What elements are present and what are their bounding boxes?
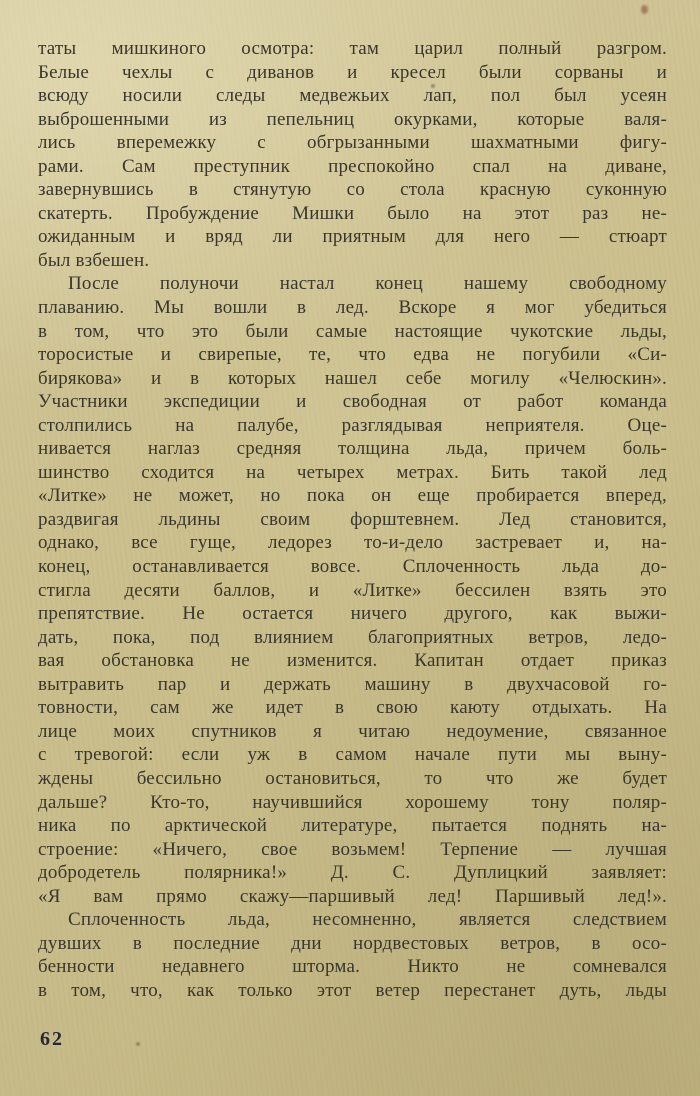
- text-line: шинство сходится на четырех метрах. Бить такой лед: [38, 461, 667, 483]
- text-line: Сплоченность льда, несомненно, является следствием: [68, 909, 667, 931]
- text-line: в том, что, как только этот ветер перестанет дуть, льды: [38, 979, 667, 1001]
- text-line: ждены бессильно остановиться, то что же будет: [38, 767, 667, 789]
- text-line: однако, все гуще, ледорез то-и-дело застревает и, на-: [38, 532, 667, 554]
- text-line: Участники экспедиции и свободная от работ команда: [38, 391, 667, 413]
- page-number: 62: [40, 1028, 64, 1050]
- text-line: добродетель полярника!» Д. С. Дуплицкий заявляет:: [38, 862, 667, 884]
- text-line: ника по арктической литературе, пытается поднять на-: [38, 815, 667, 837]
- text-line: вая обстановка не изменится. Капитан отдает приказ: [38, 650, 667, 672]
- paper-speck: [300, 70, 310, 76]
- text-line: бирякова» и в которых нашел себе могилу «Челюскин».: [38, 367, 667, 389]
- text-line: был взбешен.: [38, 249, 150, 271]
- text-line: торосистые и свирепые, те, что едва не погубили «Си-: [38, 344, 667, 366]
- text-line: выброшенными из пепельниц окурками, которые валя-: [38, 108, 667, 130]
- text-line: строение: «Ничего, свое возьмем! Терпение — лучшая: [38, 838, 667, 860]
- text-line: дать, пока, под влиянием благоприятных ветров, ледо-: [38, 626, 667, 648]
- text-line: вытравить пар и держать машину в двухчасовой го-: [38, 673, 667, 695]
- paper-speck: [431, 84, 435, 88]
- text-line: дальше? Кто-то, научившийся хорошему тону поляр-: [38, 791, 667, 813]
- text-line: лись вперемежку с обгрызанными шахматными фигу-: [38, 132, 667, 154]
- text-line: таты мишкиного осмотра: там царил полный разгром.: [38, 38, 667, 59]
- text-line: столпились на палубе, разглядывая неприятеля. Оце-: [38, 414, 667, 436]
- text-line: препятствие. Не остается ничего другого, как выжи-: [38, 603, 667, 625]
- paper-speck: [560, 640, 570, 646]
- text-line: в том, что это были самые настоящие чукотские льды,: [38, 320, 667, 342]
- text-line: скатерть. Пробуждение Мишки было на этот раз не-: [38, 202, 667, 224]
- text-line: лице моих спутников я читаю недоумение, связанное: [38, 720, 667, 742]
- text-line: стигла десяти баллов, и «Литке» бессилен взять это: [38, 579, 667, 601]
- text-line: с тревогой: если уж в самом начале пути мы выну-: [38, 744, 667, 766]
- paper-speck: [136, 1042, 140, 1046]
- text-line: завернувшись в стянутую со стола красную суконную: [38, 179, 667, 201]
- text-line: «Литке» не может, но пока он еще пробирается вперед,: [38, 485, 667, 507]
- text-line: Белые чехлы с диванов и кресел были сорваны и: [38, 61, 667, 83]
- text-line: дувших в последние дни нордвестовых ветров, в осо-: [38, 932, 667, 954]
- text-line: товности, сам же идет в свою каюту отдыхать. На: [38, 697, 667, 719]
- text-line: плаванию. Мы вошли в лед. Вскоре я мог убедиться: [38, 297, 667, 319]
- paper-speck: [641, 5, 648, 14]
- text-line: После полуночи настал конец нашему свободному: [68, 273, 667, 295]
- text-line: конец, останавливается вовсе. Сплоченность льда до-: [38, 556, 667, 578]
- text-block: [38, 37, 667, 1002]
- text-line: раздвигая льдины своим форштевнем. Лед становится,: [38, 508, 667, 530]
- text-line: всюду носили следы медвежьих лап, пол был усеян: [38, 85, 667, 107]
- text-line: бенности недавнего шторма. Никто не сомневался: [38, 956, 667, 978]
- text-line: «Я вам прямо скажу—паршивый лед! Паршивый лед!».: [38, 885, 667, 907]
- text-line: рами. Сам преступник преспокойно спал на диване,: [38, 155, 667, 177]
- text-line: ожиданным и вряд ли приятным для него — стюарт: [38, 226, 667, 248]
- text-line: нивается наглаз средняя толщина льда, причем боль-: [38, 438, 667, 460]
